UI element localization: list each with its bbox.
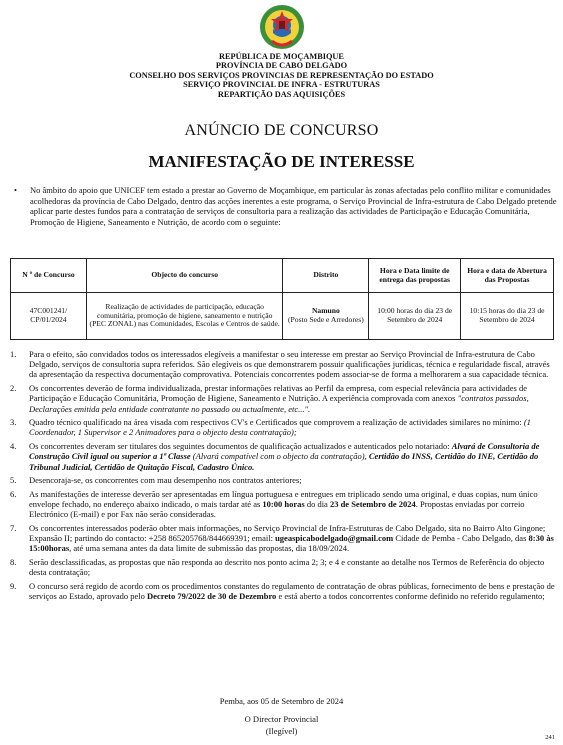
item-text-bold: Decreto 79/2022 de 30 de Dezembro <box>147 591 277 602</box>
item-text: Serão desclassificadas, as propostas que não responda ao descrito nos ponto acima 2; 3; e 4 e constante ao detalhe nos Termos de Referência do objecto desta contratação; <box>29 557 545 578</box>
tender-table <box>10 258 554 340</box>
document-title: ANÚNCIO DE CONCURSO <box>184 122 379 139</box>
item-text-bold: 23 de Setembro de 2024 <box>329 499 416 510</box>
header-line: REPARTIÇÃO DAS AQUISIÇÕES <box>217 89 346 99</box>
table-header-cell: Objecto do concurso <box>86 259 283 293</box>
header-line: CONSELHO DOS SERVIÇOS PROVINCIAS DE REPRESENTAÇÃO DO ESTADO <box>129 70 434 80</box>
document-subtitle: MANIFESTAÇÃO DE INTERESSE <box>148 152 415 171</box>
signatory-name: (Ilegível) <box>265 726 298 736</box>
place-date: Pemba, aos 05 de Setembro de 2024 <box>219 696 344 706</box>
list-item <box>10 489 557 520</box>
item-number: 1. <box>10 349 17 359</box>
item-text-italic: (Alvará compatível com o objecto da contratação), <box>190 451 369 462</box>
distrito-detail: (Posto Sede e Arredores) <box>288 315 364 324</box>
list-item <box>10 441 557 472</box>
list-item <box>10 383 557 414</box>
email-link[interactable]: ugeaspicabodelgado@gmail.com <box>275 533 394 544</box>
signatory-role: O Director Provincial <box>244 714 319 724</box>
item-text: Desencoraja-se, os concorrentes com mau desempenho nos contratos anteriores; <box>29 475 302 486</box>
bullet-icon: • <box>14 185 17 195</box>
objecto-cell: Realização de actividades de participação, educação comunitária, promoção de higiene, saneamento e nutrição (PEC ZONAL) nas Comunidades, Escolas e Centros de saúde. <box>86 293 283 340</box>
item-text-bold-italic: Certidão do INSS, Certidão do INE, Certidão do Tribunal Judicial, Certidão de Quitação Fiscal, Cadastro Único. <box>29 451 539 472</box>
item-text: O concurso será regido de acordo com os procedimentos constantes do regulamento de contratação de obras públicas, fornecimento de bens e prestação de serviços ao Estado, aprovado pelo <box>29 581 555 602</box>
item-number: 9. <box>10 581 17 592</box>
intro-text: No âmbito do apoio que UNICEF tem estado a prestar ao Governo de Moçambique, em particular às zonas afectadas pelo conflito militar e comunidades acolhedoras da província de Cabo Delgado, dentro das acções inerentes a este programa, o Serviço Provincial de Infra-estrutura de Cabo Delgado pretende aplicar parte destes fundos para a contratação de serviços de consultoria para a realização das actividades de Participação e Educação Comunitária, Promoção de Higiene, Saneamento e Nutrição, de acordo com o seguinte: <box>30 185 557 228</box>
table-header-cell: Hora e data de Abertura das Propostas <box>461 259 554 293</box>
distrito-cell <box>283 293 369 340</box>
item-text-bold-italic: Alvará de Consultoria de Construção Civil igual ou superior a 1ª Classe <box>29 441 540 462</box>
item-number: 3. <box>10 417 17 428</box>
item-text: e está aberto a todos concorrentes conforme definido no referido regulamento; <box>276 591 545 602</box>
item-text: Cidade de Pemba - Cabo Delgado, das <box>393 533 529 544</box>
item-text: Quadro técnico qualificado na área visada com respectivos CV's e Certificados que comprovem a realização de actividades similares no mínimo: <box>29 417 524 428</box>
item-text-italic: "contratos passados, Declarações emitida pela entidade contratante no passado ou actualmente, etc...". <box>29 393 529 414</box>
item-number: 5. <box>10 475 17 486</box>
header-line: REPÚBLICA DE MOÇAMBIQUE <box>219 52 344 61</box>
table-header-cell: Distrito <box>283 259 369 293</box>
mozambique-emblem <box>258 3 306 51</box>
list-item <box>10 349 557 380</box>
abertura-cell: 10:15 horas do dia 23 de Setembro de 2024 <box>461 293 554 340</box>
table-header-cell: N º de Concurso <box>11 259 87 293</box>
item-number: 2. <box>10 383 17 394</box>
table-header-row <box>11 259 554 293</box>
list-item <box>10 581 557 601</box>
item-text: , até uma semana antes da data limite de submissão das propostas, dia 18/09/2024. <box>69 543 350 554</box>
table-header-cell: Hora e Data limite de entrega das propostas <box>369 259 461 293</box>
intro-paragraph <box>12 185 557 228</box>
item-text-bold: 10:00 horas <box>262 499 305 510</box>
item-text-bold: 8:30 às 15:00horas <box>29 533 554 554</box>
list-item <box>10 417 557 437</box>
page-number: 241 <box>545 734 555 741</box>
item-number: 6. <box>10 488 17 499</box>
list-item <box>10 475 557 485</box>
item-number: 8. <box>10 557 17 568</box>
item-text: . Propostas enviadas por correio Electrónico (E-mail) e por Fax não serão consideradas. <box>29 499 525 520</box>
document-header <box>0 52 563 99</box>
distrito-name: Namuno <box>311 306 340 316</box>
item-text: do dia <box>304 499 330 510</box>
entrega-cell: 10:00 horas do dia 23 de Setembro de 2024 <box>369 293 461 340</box>
header-line: SERVIÇO PROVINCIAL DE INFRA - ESTRUTURAS <box>183 80 380 90</box>
item-text: Para o efeito, são convidados todos os interessados elegíveis a manifestar o seu interesse em prestar ao Serviço Provincial de Infra-estrutura de Cabo Delgado, serviços de consultoria supra referidos. São elegíveis os que demonstrarem possuir qualificações jurídicas, técnica e regularidade fiscal, através da apresentação da respectiva documentação comprovativa. Potenciais concorrentes podem associar-se de forma a melhorarem a sua capacidade técnica. <box>29 349 550 380</box>
item-number: 4. <box>10 441 17 452</box>
item-text: Os concorrentes deverão de forma individualizada, prestar informações relativas ao Perfil da empresa, com especial relevância para actividades de Participação e Educação Comunitária, Promoção de Higiene, Saneamento e Nutrição. A experiência comprovada com anexos <box>29 383 527 404</box>
list-item <box>10 523 557 554</box>
item-number: 7. <box>10 523 17 534</box>
table-row <box>11 293 554 340</box>
concurso-cell: 47C001241/ CP/01/2024 <box>11 293 87 340</box>
header-line: PROVÍNCIA DE CABO DELGADO <box>215 61 348 71</box>
item-text-italic: (1 Coordenador, 1 Supervisor e 2 Animadores para o objecto desta contratação); <box>29 417 531 438</box>
item-text: Os concorrentes interessados poderão obter mais informações, no Serviço Provincial de Infra-Estruturas de Cabo Delgado, sita no Bairro Alto Gingone; Expansão II; partindo do contacto: +258 865205768/844669391; email: <box>29 523 546 544</box>
list-item <box>10 557 557 577</box>
item-text: Os concorrentes deveram ser titulares dos seguintes documentos de qualificação actualizados e autenticados pelo notariado: <box>29 441 452 452</box>
items-list <box>10 349 557 605</box>
item-text: As manifestações de interesse deverão ser apresentadas em língua portuguesa e entregues em triplicado sendo uma original, e duas copias, num único envelope fechado, no endereço abaixo indicado, o mais tardar até as <box>29 488 538 510</box>
